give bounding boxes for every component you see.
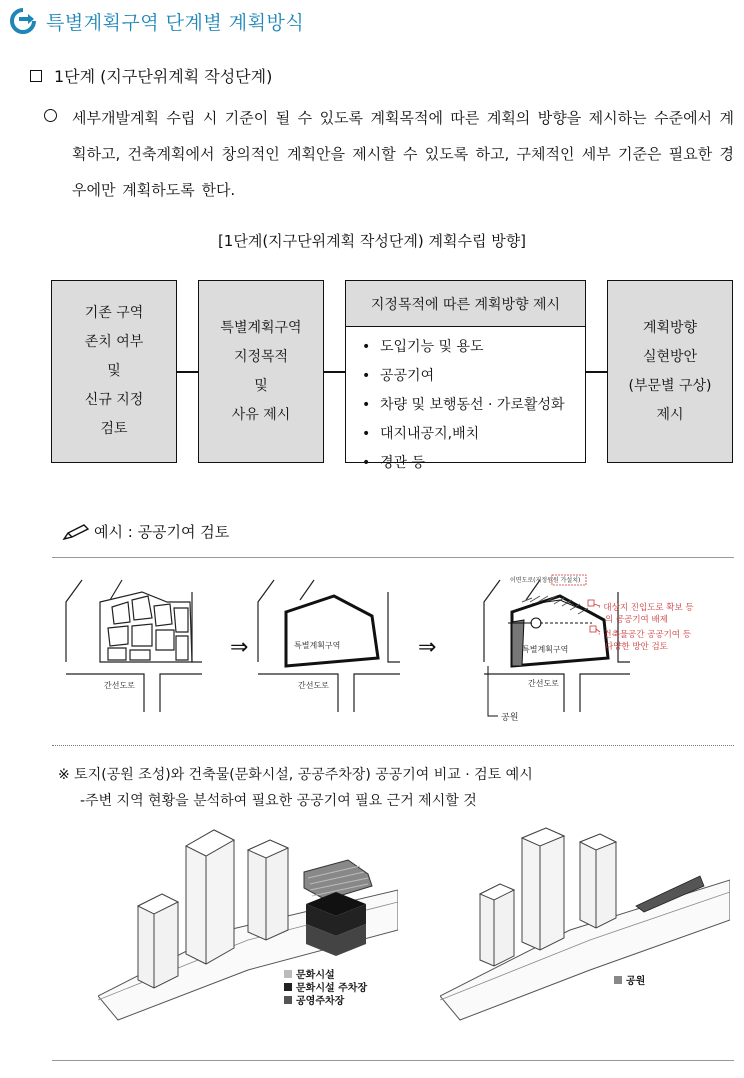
flow-box-2	[198, 280, 324, 463]
divider	[52, 557, 734, 558]
example-heading	[62, 521, 229, 542]
list-item: • 차량 및 보행동선 · 가로활성화	[362, 391, 585, 420]
flow-box-4	[607, 280, 733, 463]
flow-box-1-line: 신규 지정	[84, 392, 144, 408]
flow-box-1-line: 기존 구역	[84, 305, 144, 321]
legend-item: 공원	[626, 976, 646, 987]
pencil-icon	[62, 523, 90, 541]
flow-box-3	[345, 280, 586, 471]
note-label: · 대상지 진입도로 확보 등	[598, 603, 694, 613]
flow-box-4-line: 실현방안	[642, 348, 698, 365]
note-label: 의 공공기여 배제	[605, 615, 668, 625]
legend-item: 공영주차장	[296, 996, 345, 1007]
flow-box-4-line: 계획방향	[642, 319, 698, 336]
section-heading-text: 1단계 (지구단위계획 작성단계)	[54, 67, 273, 86]
flow-box-1-line: 및	[107, 363, 121, 379]
flow-box-2-line: 사유 제시	[231, 406, 291, 423]
circled-arrow-icon	[10, 8, 36, 34]
flow-box-4-line: (부문별 구상)	[628, 377, 712, 394]
legend-item: 문화시설 주차장	[296, 983, 368, 994]
road-label: 간선도로	[298, 681, 329, 690]
building-illustration-right	[440, 820, 730, 1038]
list-item: • 대지내공지,배치	[362, 420, 585, 449]
circle-bullet-icon	[44, 109, 57, 122]
bullet-paragraph	[44, 100, 734, 208]
list-item: • 공공기여	[362, 362, 585, 391]
section-heading	[30, 64, 272, 87]
bullet-text: 세부개발계획 수립 시 기준이 될 수 있도록 계획목적에 따른 계획의 방향을 제시하는 수준에서 계획하고, 건축계획에서 창의적인 계획안을 제시할 수 있도록 하고, 구체적인 세부 기준은 필요한 경우에만 계획하도록 한다.	[72, 109, 734, 199]
road-label: 간선도로	[528, 679, 559, 688]
square-bullet-icon	[30, 70, 42, 82]
example-label: 예시 : 공공기여 검토	[94, 523, 230, 541]
flow-box-1	[51, 280, 177, 463]
flow-caption: [1단계(지구단위계획 작성단계) 계획수립 방향]	[217, 232, 527, 250]
flow-box-1-line: 존치 여부	[84, 334, 144, 350]
list-item: • 경관 등	[362, 449, 585, 478]
top-road-label: 이면도로(저정원원 가설치)	[510, 577, 581, 584]
divider	[52, 1060, 734, 1061]
zone-label: 특별계획구역	[522, 645, 569, 654]
page-title-text: 특별계획구역 단계별 계획방식	[46, 11, 305, 34]
flow-box-3-list	[346, 333, 585, 478]
legend-item: 문화시설	[296, 970, 335, 981]
dotted-divider	[52, 745, 734, 746]
building-illustration-left	[98, 820, 398, 1038]
flow-box-4-line: 제시	[656, 406, 684, 423]
flow-box-3-header: 지정목적에 따른 계획방향 제시	[346, 281, 585, 327]
flow-connector	[586, 371, 607, 373]
flow-box-1-line: 검토	[100, 421, 128, 437]
example-map-diagram	[52, 562, 734, 742]
park-label: 공원	[501, 713, 519, 723]
arrow-right-icon: ⇒	[230, 635, 249, 660]
note-line-1: ※ 토지(공원 조성)와 건축물(문화시설, 공공주차장) 공공기여 비교 · 검토 예시	[58, 767, 533, 783]
note-block	[58, 762, 533, 814]
note-line-2: -주변 지역 현황을 분석하여 필요한 공공기여 필요 근거 제시할 것	[80, 793, 477, 809]
road-label: 간선도로	[104, 681, 135, 690]
list-item: • 도입기능 및 용도	[362, 333, 585, 362]
page-title	[10, 6, 304, 36]
flow-connector	[324, 371, 345, 373]
note-label: 다양한 방안 검토	[605, 642, 668, 652]
flow-box-2-line: 지정목적	[233, 348, 289, 365]
flow-box-2-line: 및	[254, 377, 268, 394]
arrow-right-icon: ⇒	[418, 635, 437, 660]
note-label: · 건축물공간 공공기여 등	[598, 630, 691, 640]
zone-label: 특별계획구역	[294, 641, 341, 650]
flow-box-2-line: 특별계획구역	[220, 319, 302, 336]
flow-connector	[177, 371, 198, 373]
